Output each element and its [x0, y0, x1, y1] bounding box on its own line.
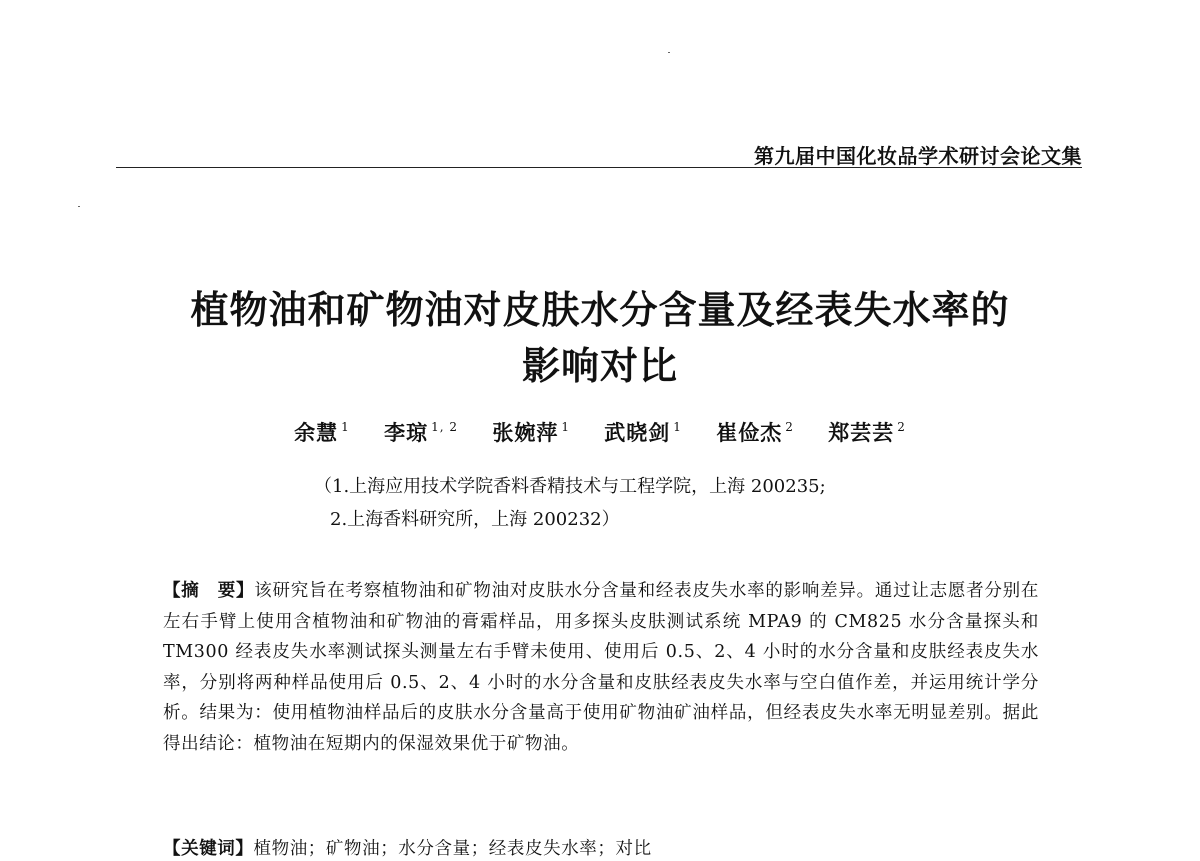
author-name: 余慧: [294, 420, 339, 445]
author-affiliation-mark: 1: [341, 420, 350, 434]
paper-title: [100, 282, 1100, 394]
author: [716, 417, 794, 447]
title-line-1: 植物油和矿物油对皮肤水分含量及经表失水率的: [190, 288, 1010, 332]
author-name: 郑芸芸: [828, 420, 895, 445]
running-header: 第九届中国化妆品学术研讨会论文集: [754, 144, 1082, 168]
author: [828, 417, 906, 447]
author: [492, 417, 570, 447]
author-affiliation-mark: 2: [785, 420, 794, 434]
title-line-2: 影响对比: [521, 344, 678, 388]
author-affiliation-mark: 1: [673, 420, 682, 434]
scan-speck: [78, 206, 80, 207]
affiliation-line: （1.上海应用技术学院香料香精技术与工程学院，上海 200235;: [314, 476, 826, 497]
abstract-label: 【摘 要】: [163, 581, 255, 601]
author: [384, 417, 458, 447]
author-list: [0, 417, 1200, 447]
author-name: 李琼: [384, 420, 429, 445]
author-affiliation-mark: 1: [561, 420, 570, 434]
abstract: [163, 576, 1039, 759]
author-name: 张婉萍: [492, 420, 559, 445]
author: [604, 417, 682, 447]
header-rule: [116, 167, 1082, 168]
abstract-text: 该研究旨在考察植物油和矿物油对皮肤水分含量和经表皮失水率的影响差异。通过让志愿者分别在左右手臂上使用含植物油和矿物油的膏霜样品，用多探头皮肤测试系统 MPA9 的 CM825 水分含量探头和 TM300 经表皮失水率测试探头测量左右手臂未使用、使用后 0.5、2、4 小时的水分含量和皮肤经表皮失水率，分别将两种样品使用后 0.5、2、4 小时的水分含量和皮肤经表皮失水率与空白值作差，并运用统计学分析。结果为：使用植物油样品后的皮肤水分含量高于使用矿物油矿油样品，但经表皮失水率无明显差别。据此得出结论：植物油在短期内的保湿效果优于矿物油。: [163, 581, 1040, 754]
scan-speck: [668, 52, 670, 53]
author-name: 崔俭杰: [716, 420, 783, 445]
author-affiliation-mark: 2: [897, 420, 906, 434]
author-affiliation-mark: 1, 2: [431, 420, 459, 434]
author: [294, 417, 350, 447]
keywords-text: 植物油；矿物油；水分含量；经表皮失水率；对比: [253, 839, 652, 859]
author-name: 武晓剑: [604, 420, 671, 445]
keywords: [163, 835, 1039, 860]
keywords-label: 【关键词】: [163, 839, 254, 859]
affiliation-line: 2.上海香料研究所，上海 200232）: [330, 509, 620, 530]
